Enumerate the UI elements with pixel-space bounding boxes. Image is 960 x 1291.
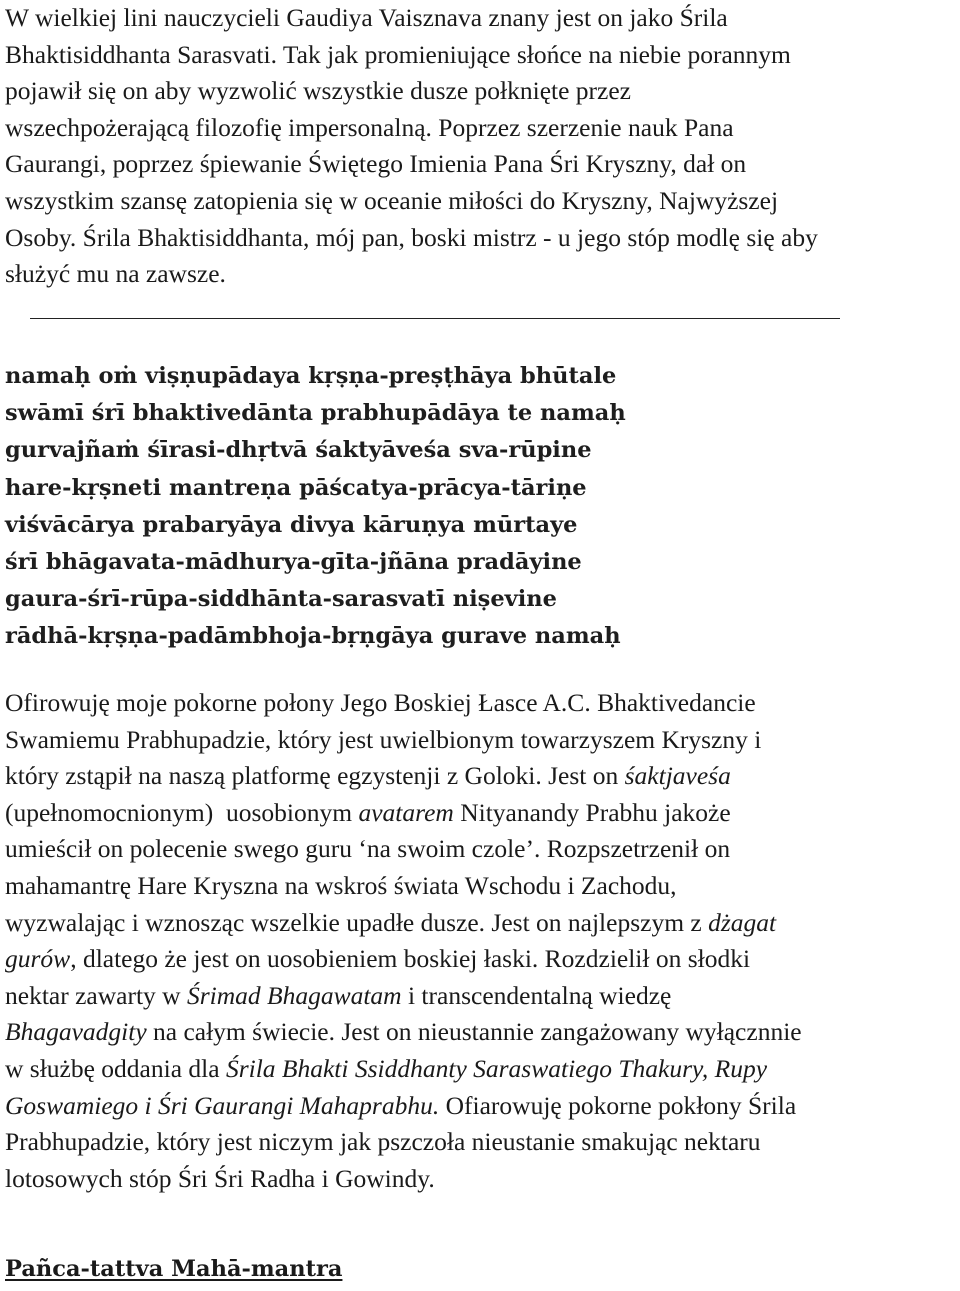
- translation-line: [5, 905, 960, 942]
- translation-line: [5, 831, 960, 868]
- translation-line: [5, 1014, 960, 1051]
- pranama-mantra-verse: [5, 358, 626, 656]
- translation-line: [5, 941, 960, 978]
- text-run: i transcendentalną wiedzę: [401, 980, 672, 1010]
- mantra-line: viśvācārya prabaryāya divya kāruṇya mūrtaye: [5, 511, 578, 538]
- intro-paragraph: [5, 0, 960, 293]
- translation-line: [5, 758, 960, 795]
- horizontal-divider: [30, 318, 840, 319]
- translation-line: [5, 868, 960, 905]
- intro-line: służyć mu na zawsze.: [5, 259, 226, 289]
- text-run: wyzwalając i wznosząc wszelkie upadłe dusze. Jest on najlepszym z: [5, 907, 709, 937]
- italic-term: gurów: [5, 944, 71, 974]
- intro-line: Bhaktisiddhanta Sarasvati. Tak jak promieniujące słońce na niebie porannym: [5, 39, 791, 69]
- text-run: (upełnomocnionym) uosobionym: [5, 797, 359, 827]
- italic-term: dżagat: [708, 907, 777, 937]
- mantra-line: śrī bhāgavata-mādhurya-gīta-jñāna pradāyine: [5, 549, 582, 576]
- translation-line: [5, 685, 960, 722]
- italic-term: Bhagavadgity: [5, 1017, 147, 1047]
- intro-line: W wielkiej lini nauczycieli Gaudiya Vaisznava znany jest on jako Śrila: [5, 3, 728, 32]
- text-run: Swamiemu Prabhupadzie, który jest uwielbionym towarzyszem Kryszny i: [5, 724, 762, 754]
- mantra-line: gaura-śrī-rūpa-siddhānta-sarasvatī niṣevine: [5, 586, 557, 613]
- italic-term: śaktjaveśa: [624, 761, 731, 791]
- mantra-line: hare-kṛṣneti mantreṇa pāścatya-prācya-tāriṇe: [5, 474, 587, 501]
- translation-paragraph: [5, 685, 960, 1197]
- mantra-line: swāmī śrī bhaktivedānta prabhupādāya te namaḥ: [5, 400, 626, 427]
- italic-term: Goswamiego i Śri Gaurangi Mahaprabhu.: [5, 1090, 440, 1120]
- italic-term: avatarem: [358, 797, 454, 827]
- italic-term: Śrimad Bhagawatam: [186, 980, 402, 1010]
- translation-line: [5, 1161, 960, 1198]
- text-run: lotosowych stóp Śri Śri Radha i Gowindy.: [5, 1163, 435, 1193]
- intro-line: wszystkim szansę zatopienia się w oceanie miłości do Kryszny, Najwyższej: [5, 185, 779, 215]
- section-heading: Pañca-tattva Mahā-mantra: [5, 1256, 343, 1282]
- translation-line: [5, 795, 960, 832]
- intro-line: pojawił się on aby wyzwolić wszystkie dusze połknięte przez: [5, 76, 631, 106]
- translation-line: [5, 978, 960, 1015]
- translation-line: [5, 1124, 960, 1161]
- intro-line: wszechpożerającą filozofię impersonalną. Poprzez szerzenie nauk Pana: [5, 112, 734, 142]
- text-run: Ofirowuję moje pokorne połony Jego Boskiej Łasce A.C. Bhaktivedancie: [5, 688, 756, 717]
- text-run: w służbę oddania dla: [5, 1053, 226, 1083]
- text-run: który zstąpił na naszą platformę egzystenji z Goloki. Jest on: [5, 761, 625, 791]
- mantra-line: gurvajñaṁ śīrasi-dhṛtvā śaktyāveśa sva-rūpine: [5, 437, 592, 464]
- intro-line: Gaurangi, poprzez śpiewanie Świętego Imienia Pana Śri Kryszny, dał on: [5, 149, 747, 179]
- translation-line: [5, 1051, 960, 1088]
- text-run: Ofiarowuję pokorne pokłony Śrila: [439, 1090, 797, 1120]
- text-run: umieścił on polecenie swego guru ‘na swoim czole’. Rozpszetrzenił on: [5, 834, 731, 864]
- translation-line: [5, 722, 960, 759]
- italic-term: Śrila Bhakti Ssiddhanty Saraswatiego Thakury, Rupy: [225, 1053, 768, 1083]
- mantra-line: namaḥ oṁ viṣṇupādaya kṛṣṇa-preṣṭhāya bhūtale: [5, 363, 617, 389]
- mantra-line: rādhā-kṛṣṇa-padāmbhoja-bṛṇgāya gurave namaḥ: [5, 623, 621, 650]
- text-run: , dlatego że jest on uosobieniem boskiej łaski. Rozdzielił on słodki: [70, 944, 751, 974]
- text-run: mahamantrę Hare Kryszna na wskroś świata Wschodu i Zachodu,: [5, 870, 677, 900]
- translation-line: [5, 1088, 960, 1125]
- text-run: Nityanandy Prabhu jakoże: [453, 797, 731, 827]
- intro-line: Osoby. Śrila Bhaktisiddhanta, mój pan, boski mistrz - u jego stóp modlę się aby: [5, 222, 818, 252]
- text-run: na całym świecie. Jest on nieustannie zangażowany wyłącznnie: [146, 1017, 802, 1047]
- text-run: Prabhupadzie, który jest niczym jak pszczoła nieustanie smakując nektaru: [5, 1127, 761, 1157]
- text-run: nektar zawarty w: [5, 980, 187, 1010]
